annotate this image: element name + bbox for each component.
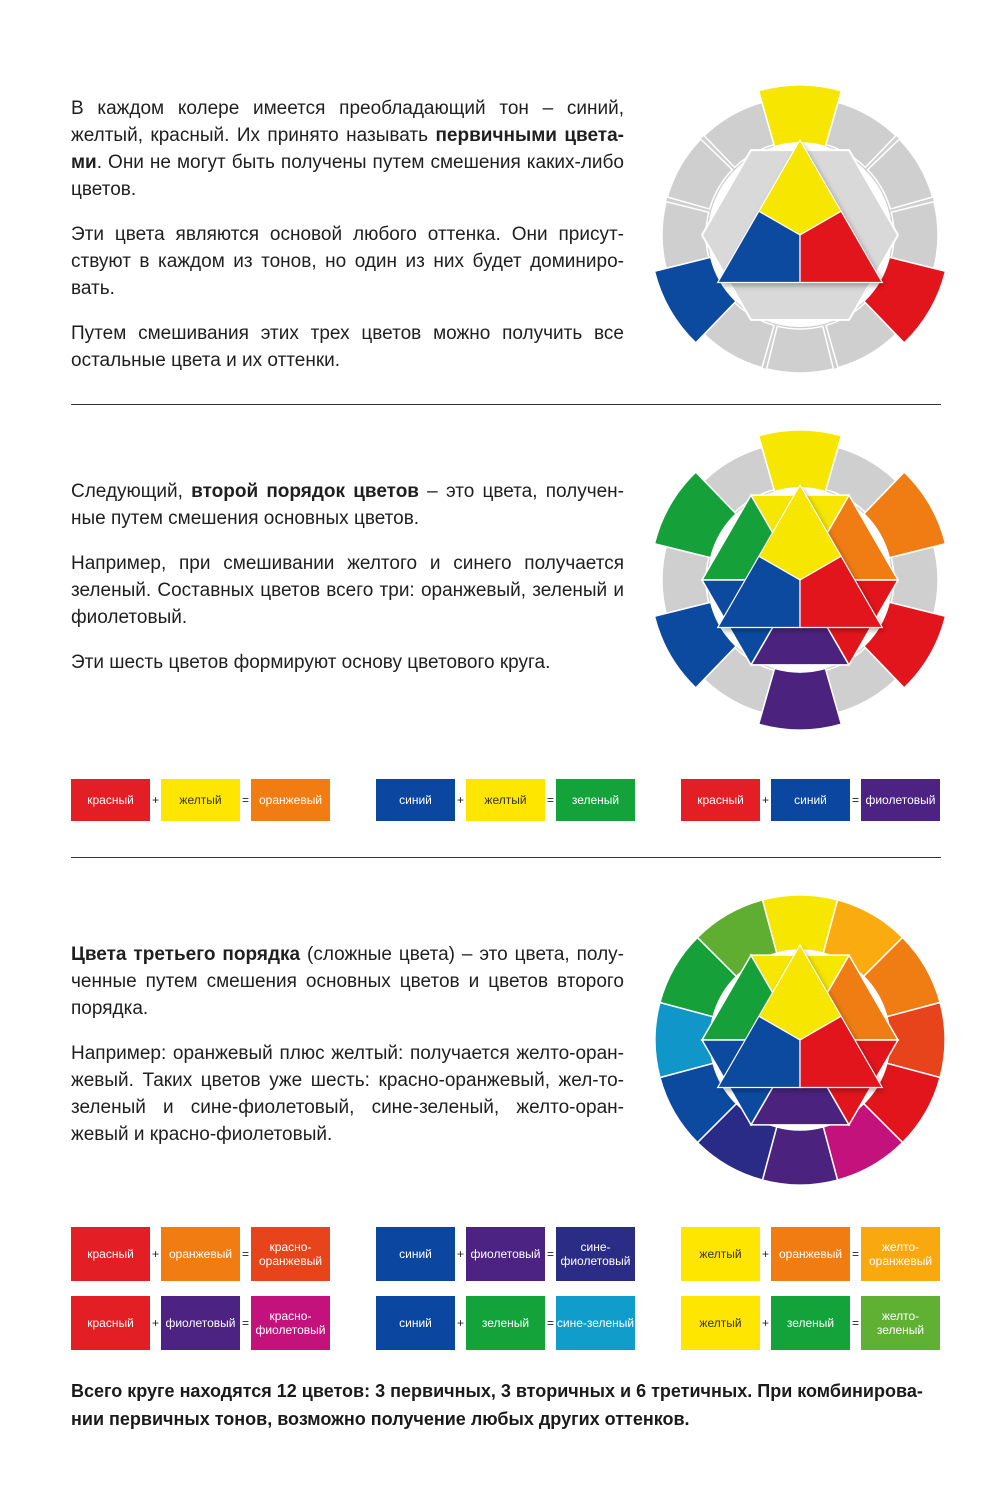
paragraph: Например, при смешивании желтого и синего получается зеленый. Составных цветов всего три: оранжевый, зеленый и фиолетовый.	[71, 553, 624, 628]
tertiary-mix-0	[71, 1227, 330, 1281]
section-divider	[71, 404, 941, 405]
equals-sign: =	[851, 1247, 859, 1261]
tertiary-mix-3	[71, 1296, 330, 1350]
plus-sign: +	[151, 1316, 159, 1330]
plus-sign: +	[761, 1316, 769, 1330]
color-chip-b: зеленый	[771, 1296, 850, 1350]
color-chip-result: красно-оранжевый	[251, 1227, 330, 1281]
color-chip-result: красно-фиолетовый	[251, 1296, 330, 1350]
plus-sign: +	[151, 1247, 159, 1261]
color-chip-b: синий	[771, 779, 850, 821]
color-chip-a: красный	[681, 779, 760, 821]
paragraph: Следующий, второй порядок цветов – это цвета, получен-ные путем смешения основных цветов.	[71, 481, 625, 529]
tertiary-mix-4	[376, 1296, 635, 1350]
color-chip-result: зеленый	[556, 779, 635, 821]
plus-sign: +	[456, 1247, 464, 1261]
equals-sign: =	[241, 1316, 249, 1330]
color-chip-b: фиолетовый	[161, 1296, 240, 1350]
plus-sign: +	[151, 793, 159, 807]
color-chip-a: синий	[376, 779, 455, 821]
color-chip-a: красный	[71, 779, 150, 821]
color-chip-result: желто-зеленый	[861, 1296, 940, 1350]
tertiary-color-wheel	[650, 890, 950, 1190]
secondary-mix-2	[681, 779, 940, 821]
color-chip-b: оранжевый	[161, 1227, 240, 1281]
color-chip-b: желтый	[466, 779, 545, 821]
secondary-mix-1	[376, 779, 635, 821]
equals-sign: =	[851, 1316, 859, 1330]
color-chip-result: фиолетовый	[861, 779, 940, 821]
section-3-text	[71, 941, 624, 1166]
paragraph: Например: оранжевый плюс желтый: получается желто-оран-жевый. Таких цветов уже шесть: красно-оранжевый, жел-то-зеленый и сине-фиолетовый, сине-зеленый, желто-оран-жевый и красно-фиолетовый.	[71, 1043, 624, 1145]
section-1-text	[71, 95, 624, 392]
secondary-color-wheel	[650, 430, 950, 730]
paragraph: Эти шесть цветов формируют основу цветового круга.	[71, 652, 551, 673]
color-chip-a: красный	[71, 1227, 150, 1281]
paragraph: Цвета третьего порядка (сложные цвета) – это цвета, полу-ченные путем смешения основных цветов и цветов второго порядка.	[71, 944, 624, 1019]
gray-segment	[767, 326, 834, 373]
color-chip-a: желтый	[681, 1296, 760, 1350]
color-chip-a: желтый	[681, 1227, 760, 1281]
equals-sign: =	[241, 793, 249, 807]
plus-sign: +	[456, 793, 464, 807]
color-chip-b: зеленый	[466, 1296, 545, 1350]
equals-sign: =	[546, 1247, 554, 1261]
color-chip-a: синий	[376, 1296, 455, 1350]
equals-sign: =	[241, 1247, 249, 1261]
color-chip-a: синий	[376, 1227, 455, 1281]
plus-sign: +	[761, 793, 769, 807]
color-chip-result: сине-фиолетовый	[556, 1227, 635, 1281]
section-divider	[71, 857, 941, 858]
primary-color-wheel	[650, 85, 950, 385]
equals-sign: =	[851, 793, 859, 807]
plus-sign: +	[761, 1247, 769, 1261]
tertiary-mix-1	[376, 1227, 635, 1281]
color-chip-b: фиолетовый	[466, 1227, 545, 1281]
paragraph: Путем смешивания этих трех цветов можно получить все остальные цвета и их оттенки.	[71, 323, 624, 371]
color-chip-a: красный	[71, 1296, 150, 1350]
color-chip-result: желто-оранжевый	[861, 1227, 940, 1281]
color-chip-result: оранжевый	[251, 779, 330, 821]
equals-sign: =	[546, 793, 554, 807]
equals-sign: =	[546, 1316, 554, 1330]
color-chip-b: желтый	[161, 779, 240, 821]
summary-note: Всего круге находятся 12 цветов: 3 первичных, 3 вторичных и 6 третичных. При комбинирова-нии первичных тонов, возможно получение любых других оттенков.	[71, 1381, 923, 1429]
tertiary-mix-5	[681, 1296, 940, 1350]
tertiary-mix-2	[681, 1227, 940, 1281]
section-2-text	[71, 478, 624, 694]
color-chip-b: оранжевый	[771, 1227, 850, 1281]
paragraph: В каждом колере имеется преобладающий тон – синий, желтый, красный. Их принято называть первичными цвета-ми. Они не могут быть получены путем смешения каких-либо цветов.	[71, 98, 624, 200]
plus-sign: +	[456, 1316, 464, 1330]
paragraph: Эти цвета являются основой любого оттенка. Они присут-ствуют в каждом из тонов, но один из них будет доминиро-вать.	[71, 224, 624, 299]
color-chip-result: сине-зеленый	[556, 1296, 635, 1350]
secondary-mix-0	[71, 779, 330, 821]
